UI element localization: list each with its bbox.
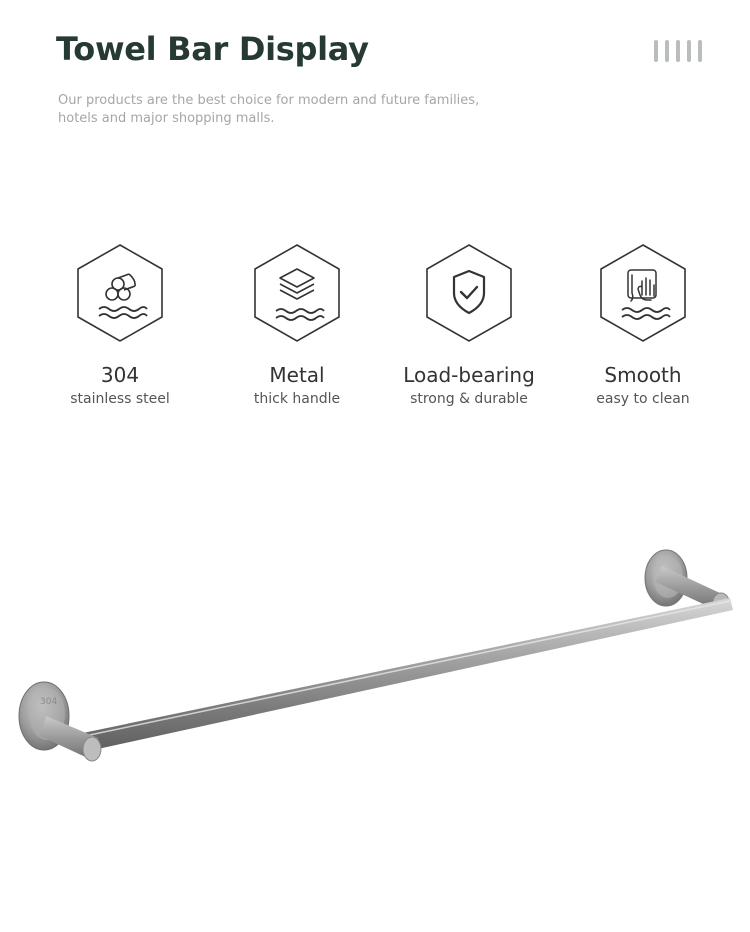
decorative-bars [654, 40, 709, 62]
subtitle-line: Our products are the best choice for modern and future families, [58, 93, 480, 108]
layers-icon [252, 243, 342, 343]
feature-description: strong & durable [410, 391, 528, 407]
feature-load-bearing [379, 243, 559, 407]
feature-metal [207, 243, 387, 407]
page-subtitle [58, 92, 488, 128]
feature-description: easy to clean [596, 391, 690, 407]
feature-description: stainless steel [70, 391, 170, 407]
deco-bar [654, 40, 658, 62]
feature-stainless-steel [30, 243, 210, 407]
deco-bar [676, 40, 680, 62]
shield-check-icon [424, 243, 514, 343]
page-title: Towel Bar Display [56, 30, 369, 68]
hand-wipe-icon [598, 243, 688, 343]
feature-label: Load-bearing [403, 363, 535, 387]
feature-description: thick handle [253, 391, 341, 407]
feature-label: Smooth [604, 363, 682, 387]
feature-label: Metal [269, 363, 325, 387]
steel-pipes-icon [75, 243, 165, 343]
feature-smooth [553, 243, 733, 407]
feature-list [0, 243, 750, 433]
feature-label: 304 [100, 363, 140, 387]
towel-bar-image [0, 530, 750, 790]
subtitle-line: hotels and major shopping malls. [58, 111, 275, 126]
deco-bar [687, 40, 691, 62]
engraving-text: 304 [40, 697, 58, 707]
deco-bar [665, 40, 669, 62]
deco-bar [698, 40, 702, 62]
